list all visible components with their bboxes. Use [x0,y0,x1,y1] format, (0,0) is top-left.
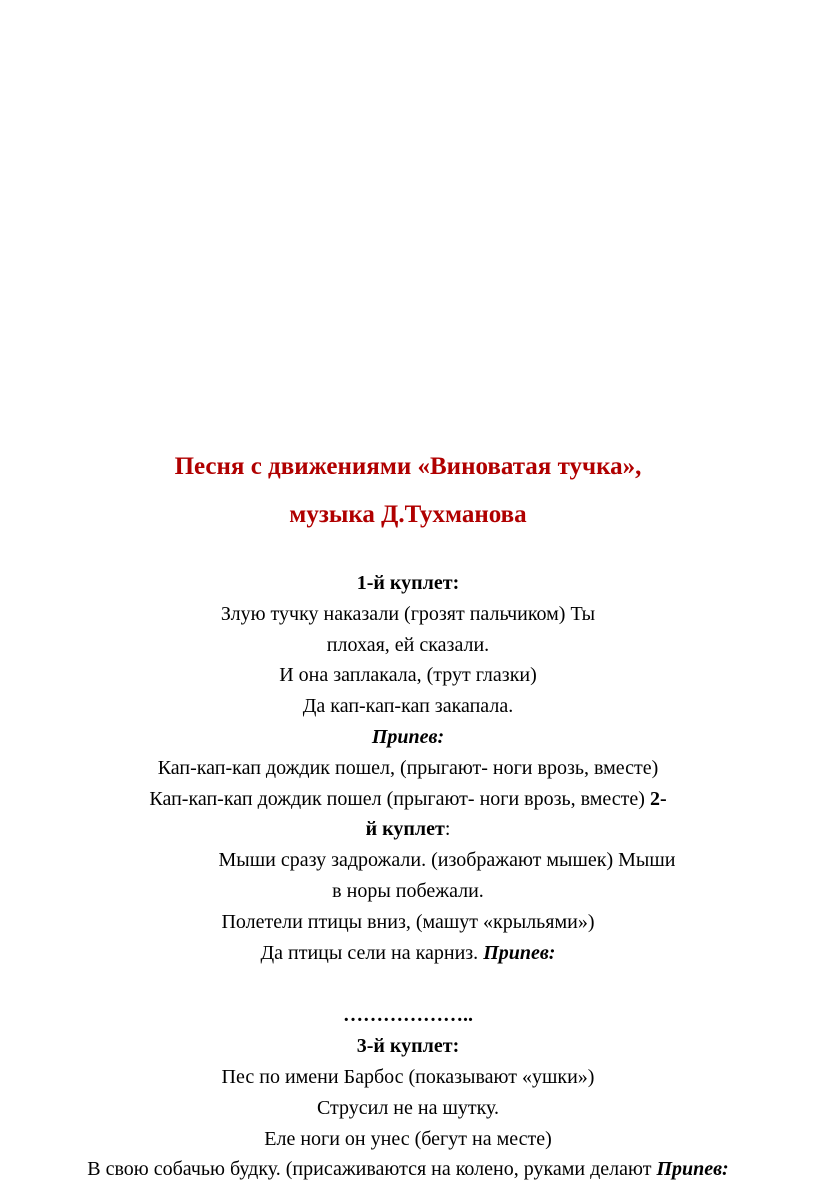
lyrics [0,568,816,1185]
verse3-line-text: В свою собачью будку. (присаживаются на колено, руками делают [87,1158,657,1181]
chorus-line-with-verse2 [0,784,816,815]
verse2-line: Полетели птицы вниз, (машут «крыльями») [221,910,595,933]
verse2-line-text: Да птицы сели на карниз. [260,941,479,964]
verse2-line-with-chorus [0,938,816,969]
chorus-line: Кап-кап-кап дождик пошел, (прыгают- ноги врозь, вместе) [157,756,659,779]
verse1-line: плохая, ей сказали. [326,633,490,656]
verse1-line: Злую тучку наказали (грозят пальчиком) Ты [220,602,596,625]
verse2-line: в норы побежали. [332,879,484,902]
verse2-heading-line [0,814,816,845]
verse1-line: Да кап-кап-кап закапала. [302,695,514,718]
chorus-line-text: Кап-кап-кап дождик пошел (прыгают- ноги врозь, вместе) [149,787,645,810]
verse2-heading: й куплет [365,818,445,841]
separator: ……………….. [343,1004,473,1027]
verse1-heading: 1-й куплет: [356,572,460,594]
verse2-heading-start: 2- [649,787,667,810]
verse3-line: Струсил не на шутку. [316,1096,500,1119]
song-composer: музыка Д.Тухманова [289,501,527,528]
verse1-line: И она заплакала, (трут глазки) [279,664,537,687]
verse2-heading-colon: : [444,818,451,841]
chorus-label: Припев: [483,941,556,964]
verse3-line: Пес по имени Барбос (показывают «ушки») [221,1065,595,1088]
verse3-line: Еле ноги он унес (бегут на месте) [264,1127,552,1150]
chorus-label: Припев: [371,725,445,748]
song-title: Песня с движениями «Виноватая тучка», [174,453,642,480]
verse2-line: Мыши сразу задрожали. (изображают мышек) Мыши [218,849,676,872]
verse3-heading: 3-й куплет: [356,1035,460,1058]
chorus-label: Припев: [656,1158,729,1181]
